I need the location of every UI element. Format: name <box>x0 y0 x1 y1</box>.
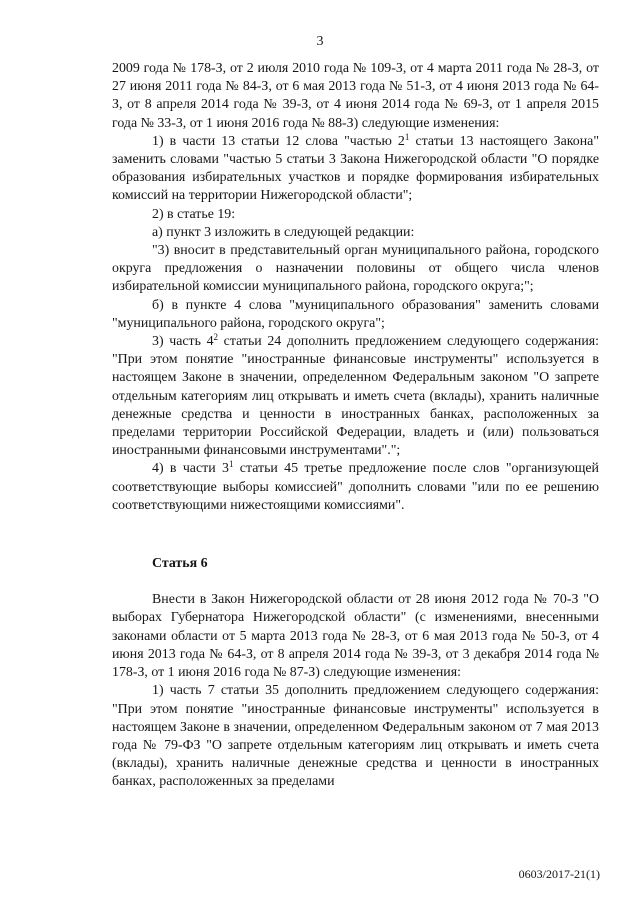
superscript: 1 <box>228 459 234 470</box>
item-1: 1) в части 13 статьи 12 слова "частью $2^1$ статьи 13 настоящего Закона" заменить словами "частью 5 статьи 3 Закона Нижегородской области "О порядке образования избирательных участков и порядке формирования избирательных комиссий на территории Нижегородской области"; <box>112 131 599 204</box>
item-2b: б) в пункте 4 слова "муниципального образования" заменить словами "муниципального района, городского округа"; <box>112 297 599 331</box>
item-2: 2) в статье 19: <box>152 206 236 222</box>
item-2a: а) пункт 3 изложить в следующей редакции: <box>152 224 415 240</box>
page-number: 3 <box>316 34 324 49</box>
article-6-intro: Внести в Закон Нижегородской области от 28 июня 2012 года № 70-З "О выборах Губернатора Нижегородской области" (с изменениями, внесенными законами области от 5 марта 2013 года № 28-З, от 6 мая 2013 года № 50-З, от 4 июня 2013 года № 64-З, от 8 апреля 2014 года № 39-З, от 3 декабря 2014 года № 178-З, от 1 июня 2016 года № 87-З) следующие изменения: <box>112 592 599 681</box>
superscript: 1 <box>404 131 410 142</box>
article-6-item-1: 1) часть 7 статьи 35 дополнить предложением следующего содержания: "При этом понятие "иностранные финансовые инструменты" используется в настоящем Законе в значении, определенном Федеральным законом от 7 мая 2013 года № 79-ФЗ "О запрете отдельным категориям лиц открывать и иметь счета (вклады), хранить наличные денежные средства и ценности в иностранных банках, расположенных за пределами <box>112 683 599 790</box>
item-3: 3) часть $4^2$ статьи 24 дополнить предложением следующего содержания: "При этом понятие "иностранные финансовые инструменты" используется в настоящем Законе в значении, определенном Федеральным законом "О запрете отдельным категориям лиц открывать и иметь счета (вклады), хранить наличные денежные средства и ценности в иностранных банках, расположенных за пределами территории Российской Федерации, владеть и (или) пользоваться иностранными финансовыми инструментами"."; <box>112 332 599 459</box>
superscript: 2 <box>213 332 219 343</box>
item-2a-text: "3) вносит в представительный орган муниципального района, городского округа предложения о назначении половины от общего числа членов избирательной комиссии муниципального района, городского округа;"; <box>112 243 599 295</box>
document-body <box>112 60 599 792</box>
document-code: 0603/2017-21(1) <box>518 867 600 881</box>
paragraph-amended-laws: 2009 года № 178-З, от 2 июля 2010 года № 109-З, от 4 марта 2011 года № 28-З, от 27 июня 2011 года № 84-З, от 6 мая 2013 года № 51-З, от 4 июня 2013 года № 64-З, от 8 апреля 2014 года № 39-З, от 4 июня 2014 года № 69-З, от 1 апреля 2015 года № 33-З, от 1 июня 2016 года № 88-З) следующие изменения: <box>112 61 599 131</box>
spacer <box>112 515 599 555</box>
spacer <box>112 573 599 591</box>
item-4: 4) в части $3^1$ статьи 45 третье предложение после слов "организующей соответствующие выборы комиссией" дополнить словами "или по ее решению соответствующими нижестоящими комиссиями". <box>112 459 599 513</box>
article-heading: Статья 6 <box>152 556 208 572</box>
